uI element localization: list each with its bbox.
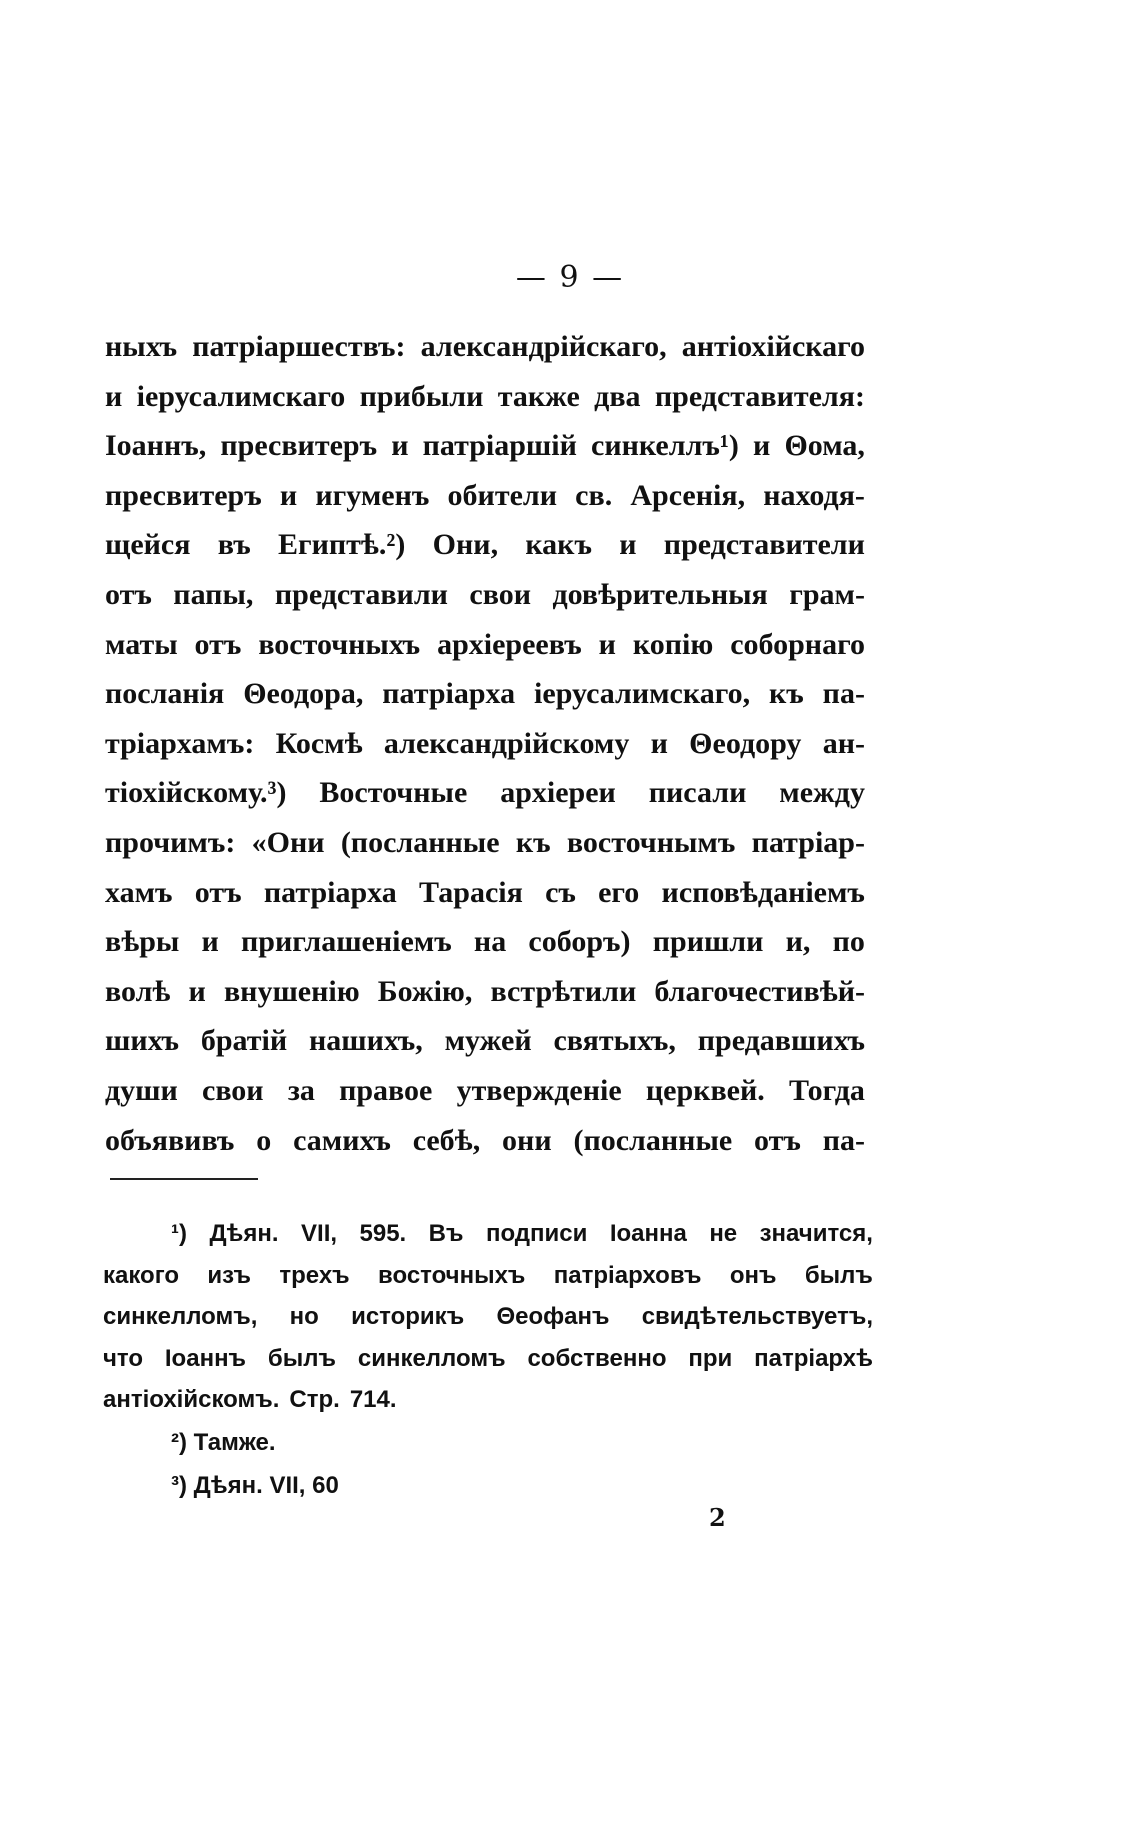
word: какого [103,1261,180,1289]
word: хамъ [105,875,173,909]
word: патріархѣ [754,1344,873,1372]
word: патріарха [382,677,516,711]
word: отъ [105,577,152,611]
word: александрійскому [383,726,630,760]
text-line [105,868,865,918]
word: Восточные [319,776,468,810]
word: подписи [485,1220,588,1247]
word: синкелломъ [357,1344,506,1372]
word: благочестивѣй- [654,974,865,1008]
text-line [105,322,865,372]
word: также [497,379,580,413]
word: съ [545,875,576,909]
word: папы, [173,577,254,611]
word: Египтѣ.²) [277,528,406,562]
word: грам- [789,577,865,611]
footnote-separator-rule [110,1178,258,1180]
word: правое [339,1073,433,1107]
word: александрійскаго, [420,330,667,363]
word: его [598,875,640,909]
word: Божію, [377,974,473,1008]
word: шихъ [105,1024,179,1058]
word: Они, [432,528,499,562]
body-text [105,322,865,1165]
word: ныхъ [105,330,178,363]
word: восточнымъ [566,825,736,859]
word: синкелломъ, [103,1303,258,1330]
word: отъ [194,627,242,661]
word: «Они [251,825,325,859]
word: мужей [444,1024,532,1058]
text-line [105,1066,865,1116]
word: маты [105,627,178,661]
text-line [105,1016,865,1066]
signature-mark: 2 [709,1503,726,1532]
word: церквей. [645,1073,765,1107]
word: Θеофанъ [496,1303,610,1330]
word: прочимъ: [105,825,236,859]
text-line [105,620,865,670]
word: па- [822,677,865,711]
word: и [279,478,298,512]
footnote-2: ²) Тамже. [171,1428,276,1456]
word: (посланные [340,825,500,859]
word: между [779,776,865,810]
word: Іоанна [609,1220,687,1247]
word: значится, [759,1220,873,1247]
word: довѣрительныя [552,577,768,611]
word: антіохійскомъ. [103,1386,280,1413]
word: тріархамъ: [105,726,255,760]
word: не [709,1220,738,1247]
word: внушенію [223,974,360,1008]
word: Іоаннъ, [105,429,207,463]
word: онъ [729,1261,777,1289]
word: прибыли [359,379,484,413]
word: обители [447,478,557,512]
word: Θома, [784,429,865,463]
word: братій [200,1024,288,1058]
word: патріарховъ [553,1261,702,1289]
word: Тогда [788,1073,865,1107]
word: па- [822,1123,865,1157]
text-line [105,967,865,1017]
word: Арсенія, [630,478,746,512]
word: Θеодору [689,726,802,760]
word: ¹) [171,1220,187,1247]
word: тіохійскому.³) [105,776,287,810]
word: нашихъ, [308,1024,423,1058]
word: ан- [822,726,865,760]
word: пресвитеръ [220,429,378,463]
word: іерусалимскаго, [534,677,751,711]
word: игуменъ [315,478,430,512]
footnote-3: ³) Дѣян. VII, 60 [171,1471,339,1499]
text-line [105,471,865,521]
word: души [105,1073,178,1107]
word: по [832,925,865,959]
word: свидѣтельствуетъ, [641,1303,873,1330]
word: іерусалимскаго [136,379,346,413]
word: представителя: [654,379,865,413]
word: изъ [207,1261,252,1289]
word: и [650,726,668,760]
word: что [103,1344,144,1372]
word: приглашеніемъ [241,925,452,959]
text-line [105,421,865,471]
word: 595. [359,1220,407,1247]
word: представители [663,528,865,562]
word: антіохійскаго [681,330,865,363]
footnote-line [103,1213,873,1255]
word: о [256,1123,272,1157]
word: вѣры [105,925,180,959]
word: утвержденіе [456,1073,622,1107]
text-line [105,669,865,719]
word: синкеллъ¹) [591,429,739,463]
word: пресвитеръ [105,478,262,512]
word: VII, [301,1220,338,1247]
word: объявивъ [105,1123,235,1157]
word: и [598,627,616,661]
word: святыхъ, [553,1024,676,1058]
word: писали [648,776,747,810]
word: пришли [652,925,764,959]
word: самихъ [293,1123,391,1157]
footnote-line [103,1255,873,1297]
word: какъ [525,528,592,562]
word: Космѣ [275,726,363,760]
word: отъ [754,1123,801,1157]
word: волѣ [105,974,171,1008]
text-line [105,768,865,818]
word: историкъ [351,1303,465,1330]
word: но [289,1303,319,1330]
word: архіереи [500,776,616,810]
text-line [105,1116,865,1166]
page-number-header: — 9 — [515,260,625,295]
word: встрѣтили [490,974,637,1008]
word: копію [632,627,714,661]
word: въ [217,528,251,562]
word: отъ [194,875,242,909]
text-line [105,917,865,967]
text-line [105,719,865,769]
word: щейся [105,528,191,562]
word: и [391,429,409,463]
word: собственно [527,1344,667,1372]
word: св. [575,478,613,512]
word: былъ [267,1344,336,1372]
word: былъ [804,1261,873,1289]
footnote-line [103,1338,873,1380]
word: 714. [349,1386,397,1413]
word: представили [274,577,448,611]
text-line [105,372,865,422]
word: Тарасія [419,875,523,909]
footnotes [103,1213,873,1507]
word: свои [469,577,532,611]
word: патріаршій [422,429,577,463]
word: восточныхъ [258,627,421,661]
word: къ [768,677,804,711]
word: Стр. [289,1386,340,1413]
word: патріар- [751,825,865,859]
footnote-line [103,1296,873,1338]
word: на [473,925,507,959]
word: за [287,1073,315,1107]
word: и [201,925,219,959]
word: патріаршествъ: [192,330,406,363]
word: и [753,429,771,463]
word: Дѣян. [209,1220,279,1247]
text-line [105,570,865,620]
word: соборнаго [730,627,865,661]
word: (посланные [573,1123,733,1157]
text-line [105,520,865,570]
word: и [619,528,637,562]
word: къ [515,825,551,859]
word: архіереевъ [437,627,582,661]
word: при [688,1344,733,1372]
word: свои [202,1073,264,1107]
text-line [105,818,865,868]
word: восточныхъ [378,1261,526,1289]
word: Іоаннъ [164,1344,247,1372]
word: два [594,379,641,413]
word: и, [785,925,811,959]
word: патріарха [263,875,397,909]
word: соборъ) [528,925,631,959]
word: Θеодора, [243,677,364,711]
word: исповѣданіемъ [661,875,865,909]
word: находя- [763,478,865,512]
word: они [502,1123,552,1157]
word: предавшихъ [697,1024,865,1058]
word: посланія [105,677,225,711]
word: трехъ [279,1261,350,1289]
word: и [188,974,206,1008]
footnote-line [103,1379,873,1421]
word: себѣ, [412,1123,481,1157]
word: и [105,379,123,413]
word: Въ [428,1220,464,1247]
